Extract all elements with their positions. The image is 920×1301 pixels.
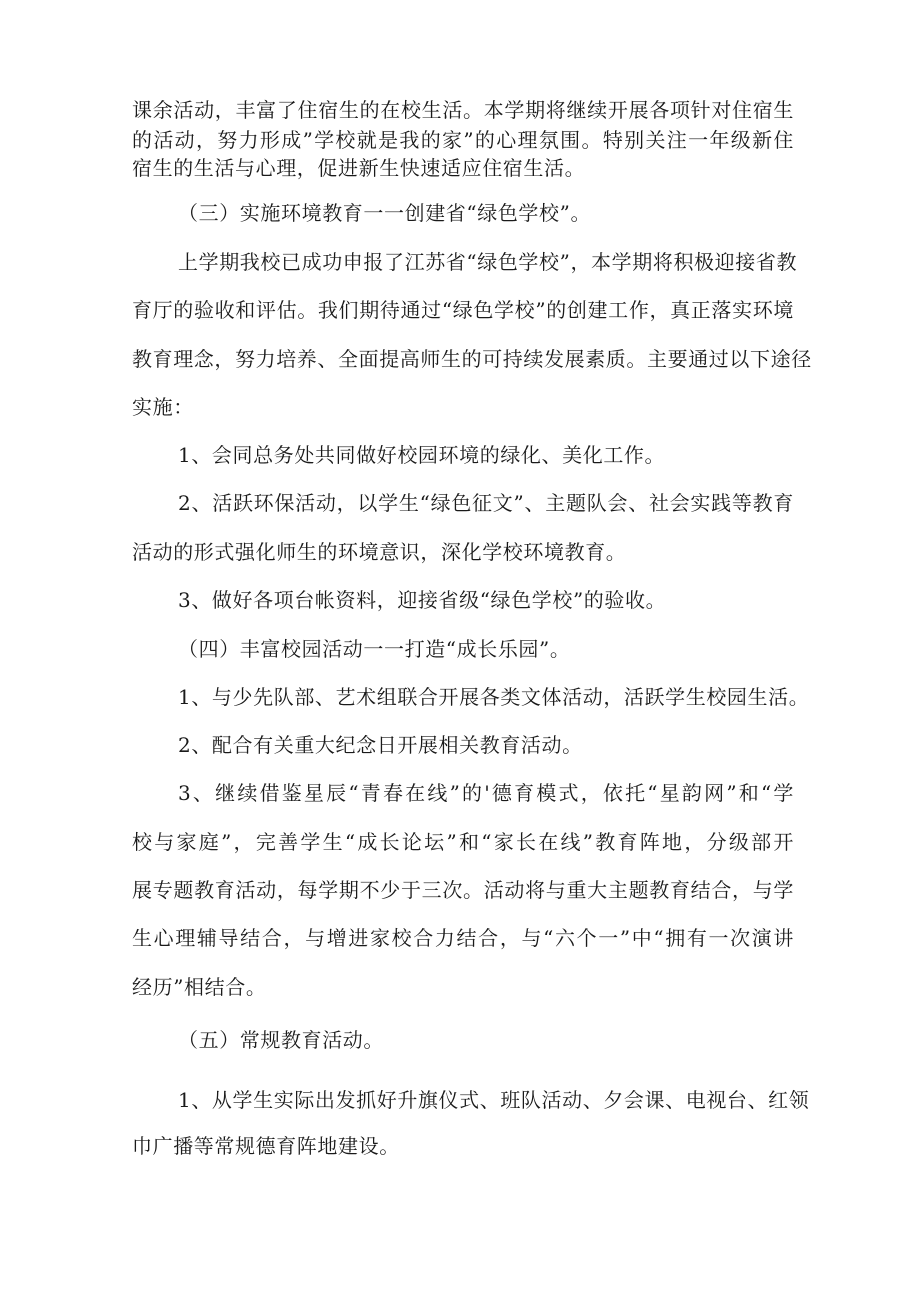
list-item: 生心理辅导结合，与增进家校合力结合，与“六个一”中“拥有一次演讲 xyxy=(132,926,794,950)
section-heading: （四）丰富校园活动一一打造“成长乐园”。 xyxy=(178,637,571,661)
paragraph-line: 课余活动，丰富了住宿生的在校生活。本学期将继续开展各项针对住宿生 xyxy=(132,98,794,122)
list-item: 1、与少先队部、艺术组联合开展各类文体活动，活跃学生校园生活。 xyxy=(178,685,810,709)
list-item: 2、活跃环保活动，以学生“绿色征文”、主题队会、社会实践等教育 xyxy=(178,491,794,515)
list-item: 1、会同总务处共同做好校园环境的绿化、美化工作。 xyxy=(178,443,666,467)
section-heading: （五）常规教育活动。 xyxy=(178,1028,384,1052)
paragraph-line: 教育理念，努力培养、全面提高师生的可持续发展素质。主要通过以下途径 xyxy=(132,347,812,371)
list-item: 巾广播等常规德育阵地建设。 xyxy=(132,1134,400,1158)
section-heading: （三）实施环境教育一一创建省“绿色学校”。 xyxy=(178,201,592,225)
list-item: 1、从学生实际出发抓好升旗仪式、班队活动、夕会课、电视台、红领 xyxy=(178,1088,810,1112)
list-item: 2、配合有关重大纪念日开展相关教育活动。 xyxy=(178,733,583,757)
paragraph-line: 上学期我校已成功申报了江苏省“绿色学校”，本学期将积极迎接省教 xyxy=(178,250,798,274)
paragraph-line: 宿生的生活与心理，促进新生快速适应住宿生活。 xyxy=(132,156,586,180)
paragraph-line: 的活动，努力形成”学校就是我的家”的心理氛围。特别关注一年级新住 xyxy=(132,128,794,152)
list-item: 3、做好各项台帐资料，迎接省级“绿色学校”的验收。 xyxy=(178,588,667,612)
list-item: 展专题教育活动，每学期不少于三次。活动将与重大主题教育结合，与学 xyxy=(132,878,794,902)
list-item: 3、继续借鉴星辰“青春在线”的'德育模式，依托“星韵网”和“学 xyxy=(178,781,794,805)
list-item: 活动的形式强化师生的环境意识，深化学校环境教育。 xyxy=(132,540,627,564)
list-item: 校与家庭”，完善学生“成长论坛”和“家长在线”教育阵地，分级部开 xyxy=(132,830,794,854)
paragraph-line: 实施： xyxy=(132,395,194,419)
paragraph-line: 育厅的验收和评估。我们期待通过“绿色学校”的创建工作，真正落实环境 xyxy=(132,298,794,322)
list-item: 经历”相结合。 xyxy=(132,975,267,999)
